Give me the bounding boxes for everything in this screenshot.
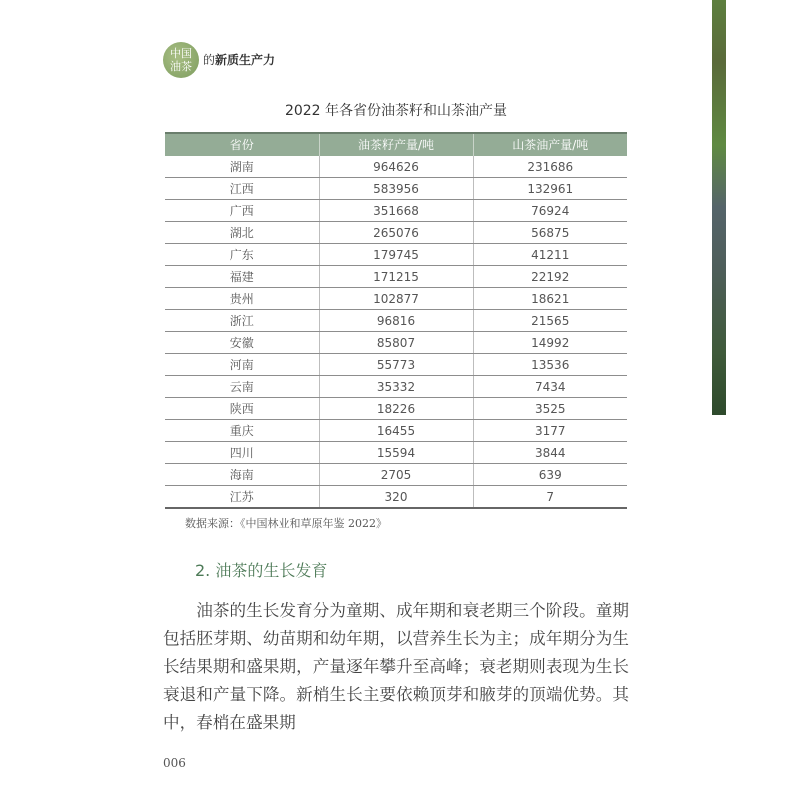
body-paragraph: 油茶的生长发育分为童期、成年期和衰老期三个阶段。童期包括胚芽期、幼苗期和幼年期，以营养生长为主；成年期分为生长结果期和盛果期，产量逐年攀升至高峰；衰老期则表现为生长衰退和产量下降。新梢生长主要依赖顶芽和腋芽的顶端优势。其中，春梢在盛果期 [163, 601, 629, 732]
oil-output-cell: 76924 [473, 200, 627, 222]
column-header: 山茶油产量/吨 [473, 133, 627, 156]
province-cell: 云南 [165, 376, 319, 398]
seed-output-cell: 171215 [319, 266, 473, 288]
seed-output-cell: 15594 [319, 442, 473, 464]
oil-output-cell: 639 [473, 464, 627, 486]
seed-output-cell: 96816 [319, 310, 473, 332]
seed-output-cell: 964626 [319, 156, 473, 178]
decorative-photo-strip [712, 0, 726, 415]
table-row [165, 442, 627, 464]
table-row [165, 222, 627, 244]
production-table [165, 132, 627, 509]
province-cell: 江西 [165, 178, 319, 200]
seed-output-cell: 85807 [319, 332, 473, 354]
province-cell: 四川 [165, 442, 319, 464]
seed-output-cell: 55773 [319, 354, 473, 376]
seed-output-cell: 16455 [319, 420, 473, 442]
oil-output-cell: 231686 [473, 156, 627, 178]
province-cell: 湖北 [165, 222, 319, 244]
table-row [165, 200, 627, 222]
seed-output-cell: 265076 [319, 222, 473, 244]
seed-output-cell: 320 [319, 486, 473, 509]
province-cell: 福建 [165, 266, 319, 288]
province-cell: 广西 [165, 200, 319, 222]
section-heading: 2. 油茶的生长发育 [195, 561, 328, 580]
oil-output-cell: 3177 [473, 420, 627, 442]
table-row [165, 420, 627, 442]
table-title: 2022 年各省份油茶籽和山茶油产量 [284, 103, 508, 119]
province-cell: 贵州 [165, 288, 319, 310]
oil-output-cell: 7 [473, 486, 627, 509]
province-cell: 海南 [165, 464, 319, 486]
page-column [163, 0, 629, 771]
province-cell: 安徽 [165, 332, 319, 354]
province-cell: 陕西 [165, 398, 319, 420]
seed-output-cell: 35332 [319, 376, 473, 398]
province-cell: 江苏 [165, 486, 319, 509]
oil-output-cell: 132961 [473, 178, 627, 200]
oil-output-cell: 22192 [473, 266, 627, 288]
table-header-row [165, 133, 627, 156]
oil-output-cell: 3844 [473, 442, 627, 464]
table-row [165, 398, 627, 420]
book-logo [163, 42, 199, 78]
province-cell: 浙江 [165, 310, 319, 332]
table-row [165, 332, 627, 354]
page-number: 006 [163, 756, 186, 770]
table-row [165, 464, 627, 486]
seed-output-cell: 583956 [319, 178, 473, 200]
table-row [165, 354, 627, 376]
seed-output-cell: 2705 [319, 464, 473, 486]
column-header: 油茶籽产量/吨 [319, 133, 473, 156]
seed-output-cell: 351668 [319, 200, 473, 222]
table-body [165, 156, 627, 508]
province-cell: 广东 [165, 244, 319, 266]
table-row [165, 178, 627, 200]
seed-output-cell: 179745 [319, 244, 473, 266]
seed-output-cell: 102877 [319, 288, 473, 310]
oil-output-cell: 14992 [473, 332, 627, 354]
oil-output-cell: 13536 [473, 354, 627, 376]
logo-line-2: 油茶 [170, 60, 192, 73]
oil-output-cell: 18621 [473, 288, 627, 310]
column-header: 省份 [165, 133, 319, 156]
table-row [165, 310, 627, 332]
oil-output-cell: 41211 [473, 244, 627, 266]
table-row [165, 376, 627, 398]
table-row [165, 266, 627, 288]
table-row [165, 244, 627, 266]
running-header-block [163, 42, 629, 78]
table-row [165, 288, 627, 310]
seed-output-cell: 18226 [319, 398, 473, 420]
data-source-note: 数据来源：《中国林业和草原年鉴 2022》 [185, 517, 387, 530]
table-row [165, 156, 627, 178]
province-cell: 河南 [165, 354, 319, 376]
oil-output-cell: 21565 [473, 310, 627, 332]
oil-output-cell: 7434 [473, 376, 627, 398]
logo-line-1: 中国 [170, 47, 192, 60]
running-header [203, 52, 275, 68]
province-cell: 重庆 [165, 420, 319, 442]
oil-output-cell: 3525 [473, 398, 627, 420]
table-row [165, 486, 627, 509]
oil-output-cell: 56875 [473, 222, 627, 244]
header-title: 新质生产力 [215, 53, 276, 67]
province-cell: 湖南 [165, 156, 319, 178]
header-prefix: 的 [203, 53, 216, 67]
